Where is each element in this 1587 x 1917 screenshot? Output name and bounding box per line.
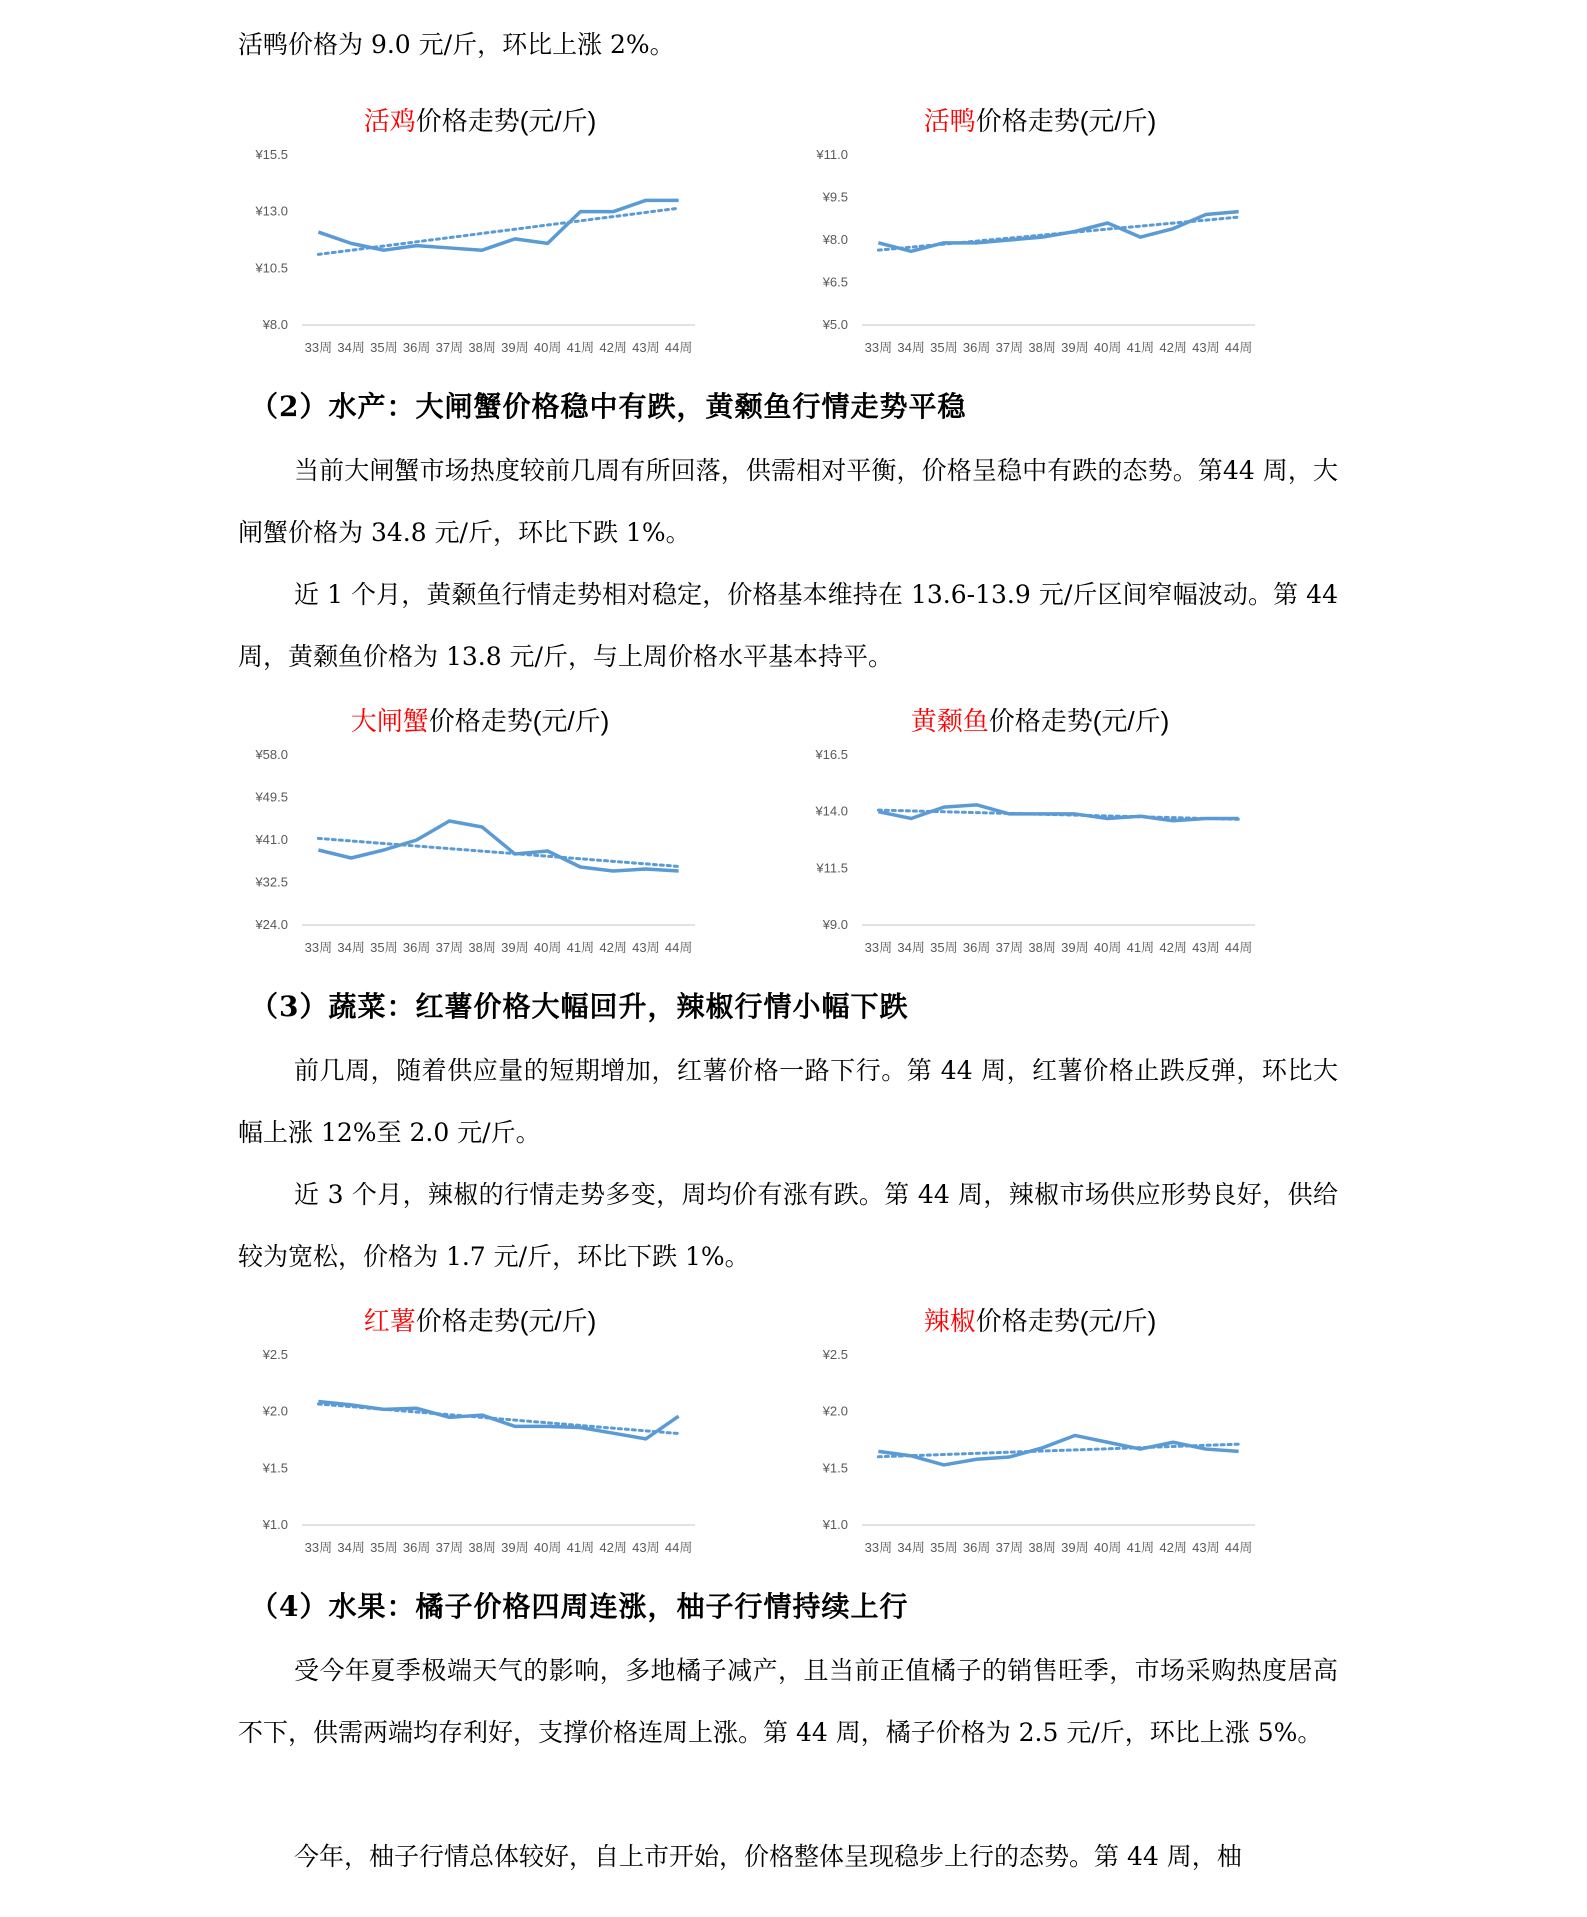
- y-tick-label: ¥58.0: [255, 747, 288, 762]
- chart-yellow-catfish: [800, 700, 1280, 960]
- x-tick-label: 36周: [402, 1540, 431, 1555]
- x-tick-label: 38周: [1028, 340, 1056, 355]
- x-tick-label: 41周: [566, 340, 595, 355]
- chart-title: [924, 106, 1157, 136]
- x-tick-label: 33周: [864, 340, 893, 355]
- chart-hairy-crab: [240, 700, 720, 960]
- y-tick-label: ¥2.5: [822, 1347, 848, 1362]
- x-tick-label: 44周: [1224, 940, 1253, 955]
- x-tick-label: 42周: [1159, 340, 1187, 355]
- x-tick-label: 43周: [632, 940, 660, 955]
- x-tick-label: 39周: [501, 940, 529, 955]
- chart-title-highlight: 活鸭: [923, 106, 976, 136]
- x-tick-label: 37周: [995, 1540, 1024, 1555]
- chart-title: [351, 706, 610, 736]
- x-tick-label: 34周: [897, 940, 925, 955]
- y-tick-label: ¥8.0: [822, 232, 848, 247]
- x-tick-label: 40周: [533, 940, 562, 955]
- x-tick-label: 39周: [501, 1540, 529, 1555]
- x-tick-label: 34周: [897, 1540, 925, 1555]
- x-tick-label: 36周: [962, 1540, 991, 1555]
- chart-title-rest: 价格走势(元/斤): [415, 106, 597, 136]
- series-line: [318, 1401, 678, 1438]
- x-tick-label: 40周: [533, 340, 562, 355]
- x-tick-label: 38周: [1028, 1540, 1056, 1555]
- x-tick-label: 42周: [599, 340, 627, 355]
- x-tick-label: 37周: [435, 340, 464, 355]
- y-tick-label: ¥9.5: [822, 189, 848, 205]
- x-tick-label: 42周: [1159, 1540, 1187, 1555]
- chart-title-rest: 价格走势(元/斤): [975, 1306, 1157, 1336]
- y-tick-label: ¥14.0: [815, 803, 848, 819]
- y-tick-label: ¥9.0: [822, 917, 848, 932]
- paragraph-catfish: 近 1 个月，黄颡鱼行情走势相对稳定，价格基本维持在 13.6-13.9 元/斤区间窄幅波动。第 44 周，黄颡鱼价格为 13.8 元/斤，与上周价格水平基本持平。: [238, 580, 1338, 671]
- x-tick-label: 39周: [1061, 340, 1089, 355]
- y-tick-label: ¥11.0: [816, 147, 848, 162]
- paragraph-orange: 受今年夏季极端天气的影响，多地橘子减产，且当前正值橘子的销售旺季，市场采购热度居高不下，供需两端均存利好，支撑价格连周上涨。第 44 周，橘子价格为 2.5 元/斤，环比上涨 5%。: [238, 1656, 1338, 1747]
- x-tick-label: 35周: [370, 340, 398, 355]
- x-tick-label: 44周: [664, 1540, 693, 1555]
- paragraph-chili: 近 3 个月，辣椒的行情走势多变，周均价有涨有跌。第 44 周，辣椒市场供应形势良好，供给较为宽松，价格为 1.7 元/斤，环比下跌 1%。: [238, 1180, 1338, 1271]
- paragraph-pomelo: 今年，柚子行情总体较好，自上市开始，价格整体呈现稳步上行的态势。第 44 周，柚: [294, 1842, 1242, 1871]
- x-tick-label: 33周: [864, 940, 893, 955]
- x-tick-label: 37周: [435, 940, 464, 955]
- x-tick-label: 40周: [1093, 940, 1122, 955]
- chart-live-duck: [800, 100, 1280, 360]
- x-tick-label: 33周: [304, 940, 333, 955]
- x-tick-label: 44周: [664, 940, 693, 955]
- x-tick-label: 33周: [864, 1540, 893, 1555]
- chart-title-rest: 价格走势(元/斤): [428, 706, 610, 736]
- y-tick-label: ¥15.5: [255, 147, 288, 162]
- y-tick-label: ¥1.5: [822, 1460, 848, 1476]
- x-tick-label: 39周: [501, 340, 529, 355]
- x-tick-label: 43周: [632, 1540, 660, 1555]
- x-tick-label: 37周: [995, 940, 1024, 955]
- y-tick-label: ¥6.5: [822, 274, 848, 290]
- section-heading-aquatic: （2）水产：大闸蟹价格稳中有跌，黄颡鱼行情走势平稳: [250, 390, 967, 423]
- x-tick-label: 41周: [566, 940, 595, 955]
- y-tick-label: ¥11.5: [816, 860, 848, 876]
- x-tick-label: 42周: [1159, 940, 1187, 955]
- section-heading-vegetables: （3）蔬菜：红薯价格大幅回升，辣椒行情小幅下跌: [250, 990, 909, 1023]
- x-tick-label: 37周: [995, 340, 1024, 355]
- chart-title-highlight: 红薯: [363, 1306, 416, 1336]
- chart-title-rest: 价格走势(元/斤): [415, 1306, 597, 1336]
- y-tick-label: ¥8.0: [262, 317, 288, 332]
- paragraph-intro: 活鸭价格为 9.0 元/斤，环比上涨 2%。: [238, 30, 675, 59]
- y-tick-label: ¥10.5: [255, 260, 288, 276]
- chart-svg: [800, 700, 1280, 960]
- x-tick-label: 38周: [1028, 940, 1056, 955]
- x-tick-label: 36周: [962, 940, 991, 955]
- x-tick-label: 44周: [664, 340, 693, 355]
- chart-svg: [800, 1300, 1280, 1560]
- series-line: [878, 1435, 1238, 1464]
- chart-title-highlight: 黄颡鱼: [910, 706, 989, 736]
- chart-live-chicken: [240, 100, 720, 360]
- chart-sweet-potato: [240, 1300, 720, 1560]
- series-line: [878, 212, 1238, 252]
- x-tick-label: 38周: [468, 940, 496, 955]
- x-tick-label: 41周: [1126, 340, 1155, 355]
- y-tick-label: ¥1.0: [262, 1517, 288, 1532]
- x-tick-label: 42周: [599, 1540, 627, 1555]
- x-tick-label: 38周: [468, 340, 496, 355]
- x-tick-label: 35周: [370, 1540, 398, 1555]
- chart-title: [364, 106, 597, 136]
- x-tick-label: 33周: [304, 1540, 333, 1555]
- x-tick-label: 41周: [1126, 1540, 1155, 1555]
- chart-svg: [240, 700, 720, 960]
- x-tick-label: 43周: [1192, 340, 1220, 355]
- x-tick-label: 42周: [599, 940, 627, 955]
- y-tick-label: ¥5.0: [822, 317, 848, 332]
- chart-svg: [800, 100, 1280, 360]
- y-tick-label: ¥16.5: [815, 747, 848, 762]
- x-tick-label: 33周: [304, 340, 333, 355]
- chart-title-highlight: 活鸡: [363, 106, 416, 136]
- x-tick-label: 34周: [337, 1540, 365, 1555]
- y-tick-label: ¥41.0: [255, 832, 288, 847]
- y-tick-label: ¥13.0: [255, 203, 288, 219]
- x-tick-label: 44周: [1224, 1540, 1253, 1555]
- chart-title-highlight: 大闸蟹: [350, 706, 429, 736]
- y-tick-label: ¥49.5: [255, 789, 288, 805]
- chart-title: [911, 706, 1170, 736]
- x-tick-label: 39周: [1061, 1540, 1089, 1555]
- x-tick-label: 39周: [1061, 940, 1089, 955]
- x-tick-label: 44周: [1224, 340, 1253, 355]
- x-tick-label: 38周: [468, 1540, 496, 1555]
- y-tick-label: ¥2.0: [822, 1403, 848, 1419]
- x-tick-label: 43周: [632, 340, 660, 355]
- chart-svg: [240, 1300, 720, 1560]
- paragraph-crab: 当前大闸蟹市场热度较前几周有所回落，供需相对平衡，价格呈稳中有跌的态势。第44 周，大闸蟹价格为 34.8 元/斤，环比下跌 1%。: [238, 456, 1338, 547]
- x-tick-label: 35周: [930, 1540, 958, 1555]
- chart-chili: [800, 1300, 1280, 1560]
- x-tick-label: 40周: [533, 1540, 562, 1555]
- x-tick-label: 34周: [337, 340, 365, 355]
- x-tick-label: 36周: [962, 340, 991, 355]
- x-tick-label: 41周: [566, 1540, 595, 1555]
- series-line: [318, 200, 678, 250]
- section-heading-fruit: （4）水果：橘子价格四周连涨，柚子行情持续上行: [250, 1590, 909, 1623]
- y-tick-label: ¥32.5: [255, 874, 288, 890]
- chart-title: [924, 1306, 1157, 1336]
- x-tick-label: 37周: [435, 1540, 464, 1555]
- paragraph-sweet-potato: 前几周，随着供应量的短期增加，红薯价格一路下行。第 44 周，红薯价格止跌反弹，环比大幅上涨 12%至 2.0 元/斤。: [238, 1056, 1338, 1147]
- y-tick-label: ¥1.0: [822, 1517, 848, 1532]
- x-tick-label: 41周: [1126, 940, 1155, 955]
- chart-title-rest: 价格走势(元/斤): [975, 106, 1157, 136]
- y-tick-label: ¥24.0: [255, 917, 288, 932]
- x-tick-label: 34周: [897, 340, 925, 355]
- x-tick-label: 40周: [1093, 340, 1122, 355]
- y-tick-label: ¥2.0: [262, 1403, 288, 1419]
- x-tick-label: 35周: [370, 940, 398, 955]
- x-tick-label: 40周: [1093, 1540, 1122, 1555]
- series-line: [878, 805, 1238, 821]
- y-tick-label: ¥1.5: [262, 1460, 288, 1476]
- chart-svg: [240, 100, 720, 360]
- x-tick-label: 35周: [930, 940, 958, 955]
- x-tick-label: 43周: [1192, 1540, 1220, 1555]
- x-tick-label: 36周: [402, 940, 431, 955]
- chart-title: [364, 1306, 597, 1336]
- x-tick-label: 34周: [337, 940, 365, 955]
- chart-title-rest: 价格走势(元/斤): [988, 706, 1170, 736]
- x-tick-label: 35周: [930, 340, 958, 355]
- chart-title-highlight: 辣椒: [923, 1306, 976, 1336]
- x-tick-label: 43周: [1192, 940, 1220, 955]
- y-tick-label: ¥2.5: [262, 1347, 288, 1362]
- x-tick-label: 36周: [402, 340, 431, 355]
